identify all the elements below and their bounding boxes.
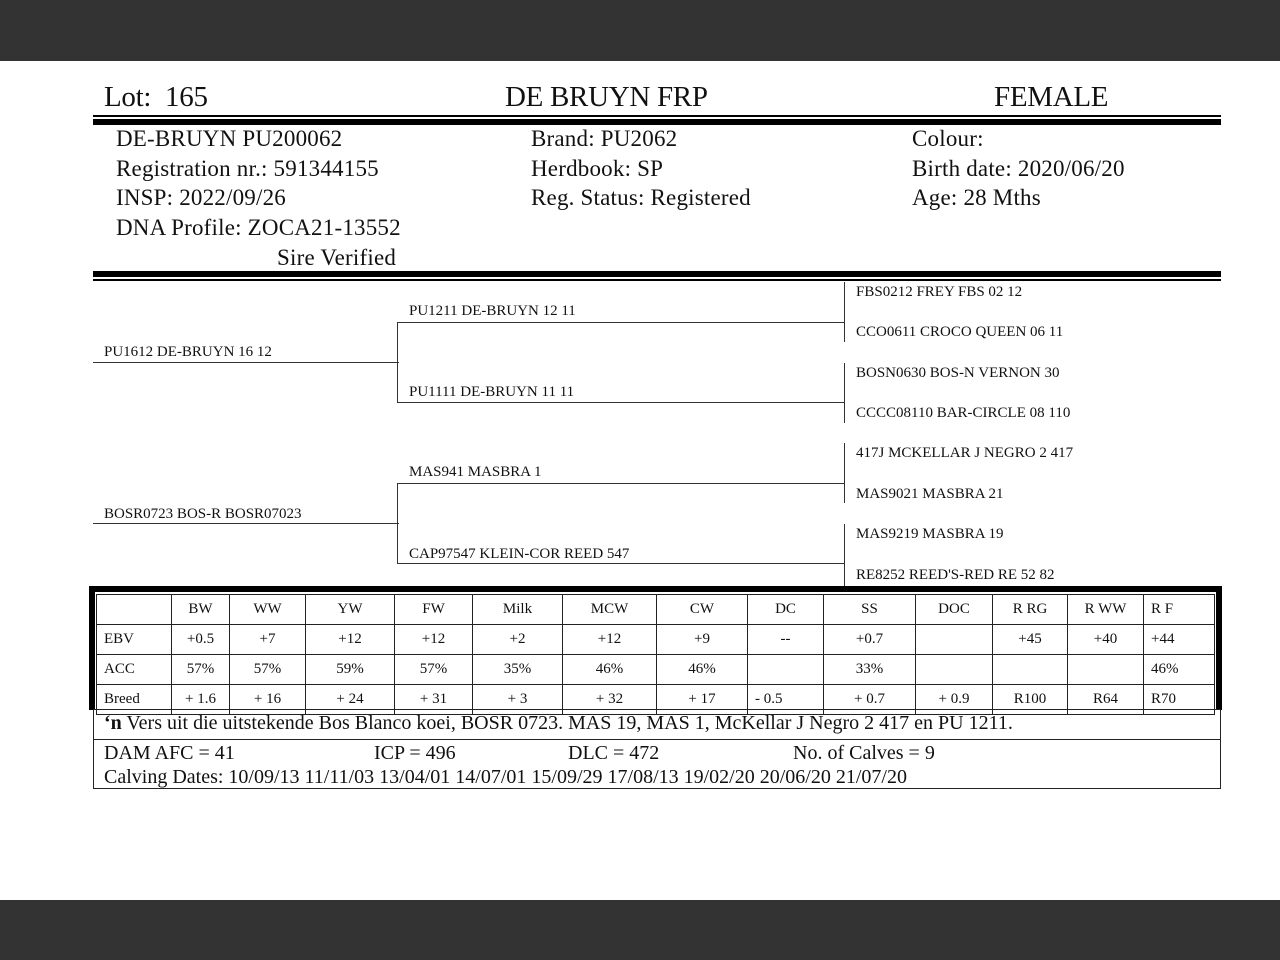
ebv-cell: + 3 <box>473 685 563 715</box>
pedigree-ggp-1: FBS0212 FREY FBS 02 12 <box>856 284 1023 300</box>
dam-calving-dates: Calving Dates: 10/09/13 11/11/03 13/04/01 14/07/01 15/09/29 17/08/13 19/02/20 20/06/20 21/07/20 <box>104 766 907 788</box>
comment-body: Vers uit die uitstekende Bos Blanco koei, BOSR 0723. MAS 19, MAS 1, McKellar J Negro 2 417 en PU 1211. <box>121 712 1013 734</box>
pedigree-ggp-8: RE8252 REED'S-RED RE 52 82 <box>856 567 1055 583</box>
ebv-cell <box>916 625 993 655</box>
ebv-cell: +0.5 <box>172 625 230 655</box>
ebv-cell: 33% <box>824 655 916 685</box>
ebv-cell: +45 <box>993 625 1068 655</box>
sex-label: FEMALE <box>994 81 1109 113</box>
animal-name: DE-BRUYN PU200062 <box>116 126 343 151</box>
ebv-table <box>96 594 1215 715</box>
ebv-cell: 46% <box>563 655 657 685</box>
ebv-cell: R100 <box>993 685 1068 715</box>
pedigree-sire-sire: PU1211 DE-BRUYN 12 11 <box>409 303 576 319</box>
pedigree-ggp-3: BOSN0630 BOS-N VERNON 30 <box>856 365 1060 381</box>
ebv-cell: +40 <box>1068 625 1144 655</box>
comment-prefix: ‘n <box>104 712 122 734</box>
dam-sire-line <box>397 483 845 484</box>
header-rule-thin <box>93 115 1221 117</box>
ebv-cell: 59% <box>306 655 395 685</box>
comment-text <box>104 711 1013 735</box>
ebv-cell: + 24 <box>306 685 395 715</box>
ebv-row-label: EBV <box>97 625 172 655</box>
sire-line <box>93 362 399 363</box>
ebv-cell: 35% <box>473 655 563 685</box>
ggp-bracket-2 <box>844 363 845 423</box>
dam-bracket <box>397 483 398 564</box>
pedigree-ggp-5: 417J MCKELLAR J NEGRO 2 417 <box>856 445 1074 461</box>
ebv-cell: 57% <box>230 655 306 685</box>
ggp-bracket-3 <box>844 443 845 503</box>
dam-afc: DAM AFC = 41 <box>104 742 235 764</box>
ebv-cell: + 17 <box>657 685 748 715</box>
ebv-row-label: Breed <box>97 685 172 715</box>
lot-label-text: Lot: <box>104 81 152 113</box>
pedigree-sire-dam: PU1111 DE-BRUYN 11 11 <box>409 384 575 400</box>
ebv-cell: +9 <box>657 625 748 655</box>
ebv-column-header: CW <box>657 595 748 625</box>
birth-date: Birth date: 2020/06/20 <box>912 156 1125 181</box>
ebv-cell: +12 <box>563 625 657 655</box>
ebv-cell: + 32 <box>563 685 657 715</box>
ebv-column-header: MCW <box>563 595 657 625</box>
ebv-cell: + 1.6 <box>172 685 230 715</box>
ebv-column-header: WW <box>230 595 306 625</box>
ebv-cell: +7 <box>230 625 306 655</box>
sire-sire-line <box>397 322 845 323</box>
registration-number: Registration nr.: 591344155 <box>116 156 379 181</box>
ebv-column-header: R F <box>1144 595 1215 625</box>
info-rule-thick <box>93 271 1221 277</box>
sire-dam-line <box>397 402 845 403</box>
ebv-cell: +0.7 <box>824 625 916 655</box>
info-rule-thin <box>93 279 1221 281</box>
ebv-cell: R70 <box>1144 685 1215 715</box>
ebv-column-header: YW <box>306 595 395 625</box>
ggp-bracket-1 <box>844 282 845 342</box>
sire-verified: Sire Verified <box>277 245 397 270</box>
ebv-column-header: DC <box>748 595 824 625</box>
dna-profile: DNA Profile: ZOCA21-13552 <box>116 215 401 240</box>
ebv-cell <box>993 655 1068 685</box>
ebv-cell: 46% <box>657 655 748 685</box>
ebv-column-header: Milk <box>473 595 563 625</box>
pedigree-ggp-2: CCO0611 CROCO QUEEN 06 11 <box>856 324 1064 340</box>
dam-dlc: DLC = 472 <box>568 742 660 764</box>
herdbook: Herdbook: SP <box>531 156 664 181</box>
ebv-cell: +44 <box>1144 625 1215 655</box>
ebv-cell: + 0.9 <box>916 685 993 715</box>
colour: Colour: <box>912 126 984 151</box>
dam-no-of-calves: No. of Calves = 9 <box>793 742 935 764</box>
inspection-date: INSP: 2022/09/26 <box>116 185 286 210</box>
ebv-cell <box>1068 655 1144 685</box>
ebv-row-acc <box>97 655 1215 685</box>
ebv-cell <box>916 655 993 685</box>
pedigree-ggp-7: MAS9219 MASBRA 19 <box>856 526 1004 542</box>
sire-bracket <box>397 322 398 403</box>
pedigree-ggp-6: MAS9021 MASBRA 21 <box>856 486 1004 502</box>
pedigree-ggp-4: CCCC08110 BAR-CIRCLE 08 110 <box>856 405 1071 421</box>
ebv-cell: +12 <box>306 625 395 655</box>
ebv-cell: + 0.7 <box>824 685 916 715</box>
ebv-column-header: R RG <box>993 595 1068 625</box>
ebv-column-header: BW <box>172 595 230 625</box>
ebv-column-header: SS <box>824 595 916 625</box>
ggp-bracket-4 <box>844 524 845 586</box>
breeder-name: DE BRUYN FRP <box>505 81 708 113</box>
lot-number: 165 <box>165 81 208 113</box>
pedigree-dam-dam: CAP97547 KLEIN-COR REED 547 <box>409 546 630 562</box>
ebv-cell <box>748 655 824 685</box>
ebv-cell: +12 <box>395 625 473 655</box>
ebv-cell: 57% <box>395 655 473 685</box>
registration-status: Reg. Status: Registered <box>531 185 751 210</box>
pedigree-dam: BOSR0723 BOS-R BOSR07023 <box>104 506 302 522</box>
pedigree-dam-sire: MAS941 MASBRA 1 <box>409 464 542 480</box>
dam-dam-line <box>397 563 845 564</box>
ebv-cell: -- <box>748 625 824 655</box>
ebv-cell: R64 <box>1068 685 1144 715</box>
dam-icp: ICP = 496 <box>374 742 456 764</box>
ebv-cell: + 16 <box>230 685 306 715</box>
top-dark-bar <box>0 0 1280 61</box>
ebv-column-header <box>97 595 172 625</box>
ebv-row-label: ACC <box>97 655 172 685</box>
ebv-column-header: FW <box>395 595 473 625</box>
ebv-column-header: R WW <box>1068 595 1144 625</box>
ebv-cell: +2 <box>473 625 563 655</box>
ebv-row-ebv <box>97 625 1215 655</box>
age: Age: 28 Mths <box>912 185 1041 210</box>
ebv-cell: - 0.5 <box>748 685 824 715</box>
ebv-column-header: DOC <box>916 595 993 625</box>
pedigree-sire: PU1612 DE-BRUYN 16 12 <box>104 344 272 360</box>
bottom-dark-bar <box>0 900 1280 960</box>
notes-separator <box>93 739 1221 740</box>
lot-label <box>104 80 208 114</box>
ebv-cell: 57% <box>172 655 230 685</box>
brand: Brand: PU2062 <box>531 126 678 151</box>
ebv-cell: 46% <box>1144 655 1215 685</box>
ebv-header-row <box>97 595 1215 625</box>
ebv-cell: + 31 <box>395 685 473 715</box>
dam-line <box>93 523 399 524</box>
